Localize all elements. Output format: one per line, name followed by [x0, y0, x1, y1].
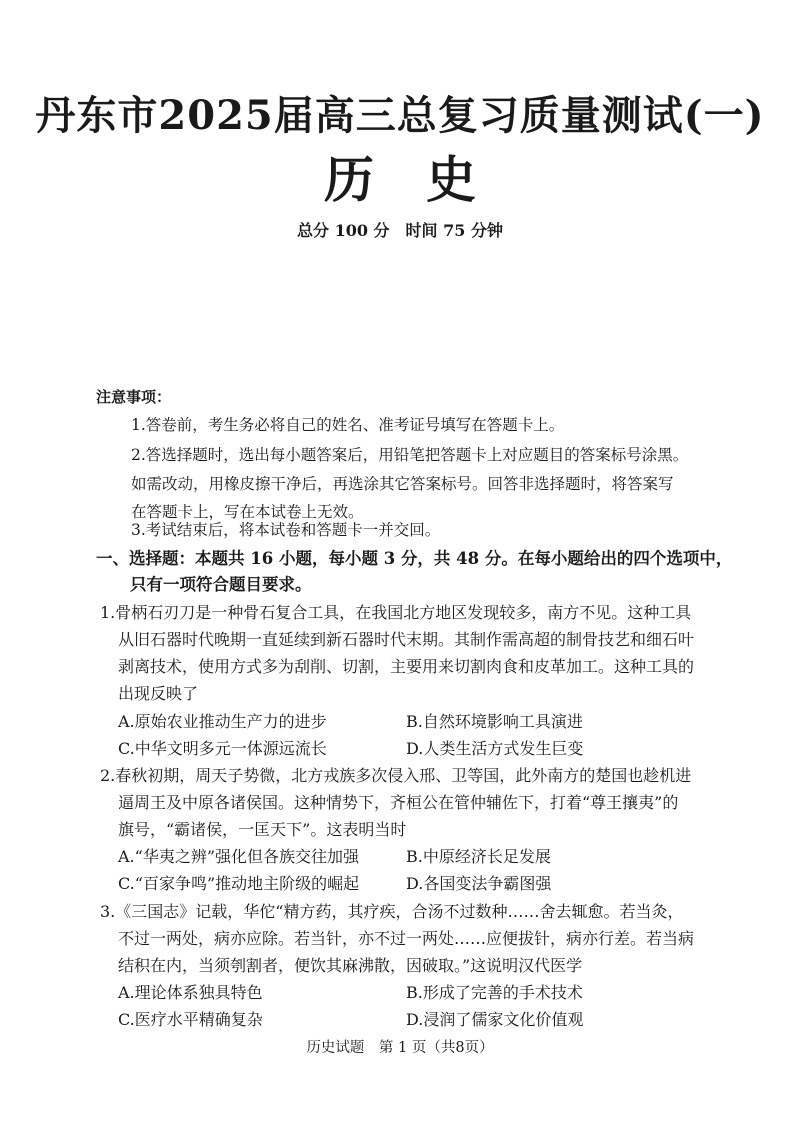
note-line: 1.答卷前，考生务必将自己的姓名、准考证号填写在答题卡上。: [131, 416, 565, 434]
question-2-option-c: C.“百家争鸣”推动地主阶级的崛起: [118, 874, 360, 893]
question-1-option-a: A.原始农业推动生产力的进步: [118, 712, 327, 731]
note-line: 如需改动，用橡皮擦干净后，再选涂其它答案标号。回答非选择题时，将答案写: [131, 475, 674, 493]
question-3-option-c: C.医疗水平精确复杂: [118, 1010, 263, 1029]
question-3-option-a: A.理论体系独具特色: [118, 983, 263, 1002]
question-2-option-a: A.“华夷之辨”强化但各族交往加强: [118, 847, 360, 866]
note-line: 在答题卡上，写在本试卷上无效。: [131, 503, 364, 521]
exam-title: 丹东市2025届高三总复习质量测试(一): [35, 92, 765, 139]
subject-title: [0, 140, 800, 212]
question-3-line: 不过一两处，病亦应除。若当针，亦不过一两处……应便拔针，病亦行差。若当病: [118, 929, 695, 948]
question-1-option-d: D.人类生活方式发生巨变: [406, 739, 584, 758]
question-2-option-b: B.中原经济长足发展: [406, 847, 551, 866]
subject-char-1: 历: [324, 150, 374, 209]
question-1-line: 从旧石器时代晚期一直延续到新石器时代末期。其制作需高超的制骨技艺和细石叶: [118, 630, 695, 649]
question-1-line: 出现反映了: [118, 684, 199, 703]
question-1-line: 剥离技术，使用方式多为刮削、切割，主要用来切割肉食和皮革加工。这种工具的: [118, 657, 695, 676]
question-1-option-c: C.中华文明多元一体源远流长: [118, 739, 327, 758]
question-2-line: 2.春秋初期，周天子势微，北方戎族多次侵入邢、卫等国，此外南方的楚国也趁机进: [100, 766, 692, 785]
section-heading: 一、选择题：本题共 16 小题，每小题 3 分，共 48 分。在每小题给出的四个选项中，: [96, 549, 733, 568]
question-3-option-d: D.浸润了儒家文化价值观: [406, 1010, 584, 1029]
note-line: 3.考试结束后，将本试卷和答题卡一并交回。: [131, 521, 441, 539]
note-line: 2.答选择题时，选出每小题答案后，用铅笔把答题卡上对应题目的答案标号涂黑。: [131, 446, 689, 464]
question-3-line: 3.《三国志》记载，华佗“精方药，其疗疾，合汤不过数种……舍去辄愈。若当灸，: [100, 902, 684, 921]
question-2-line: 逼周王及中原各诸侯国。这种情势下，齐桓公在管仲辅佐下，打着“尊王攘夷”的: [118, 793, 679, 812]
question-2-line: 旗号，“霸诸侯，一匡天下”。这表明当时: [118, 820, 407, 839]
subject-char-2: 史: [426, 150, 476, 209]
question-3-line: 结积在内，当须刳割者，便饮其麻沸散，因破取。”这说明汉代医学: [118, 956, 583, 975]
question-1-option-b: B.自然环境影响工具演进: [406, 712, 583, 731]
notes-heading: 注意事项：: [96, 388, 172, 406]
section-heading-cont: 只有一项符合题目要求。: [130, 575, 312, 594]
question-2-option-d: D.各国变法争霸图强: [406, 874, 552, 893]
question-3-option-b: B.形成了完善的手术技术: [406, 983, 583, 1002]
question-1-line: 1.骨柄石刃刀是一种骨石复合工具，在我国北方地区发现较多，南方不见。这种工具: [100, 603, 692, 622]
score-time-info: 总分 100 分 时间 75 分钟: [297, 221, 503, 240]
page-footer: 历史试题 第 1 页（共8页）: [306, 1040, 494, 1056]
